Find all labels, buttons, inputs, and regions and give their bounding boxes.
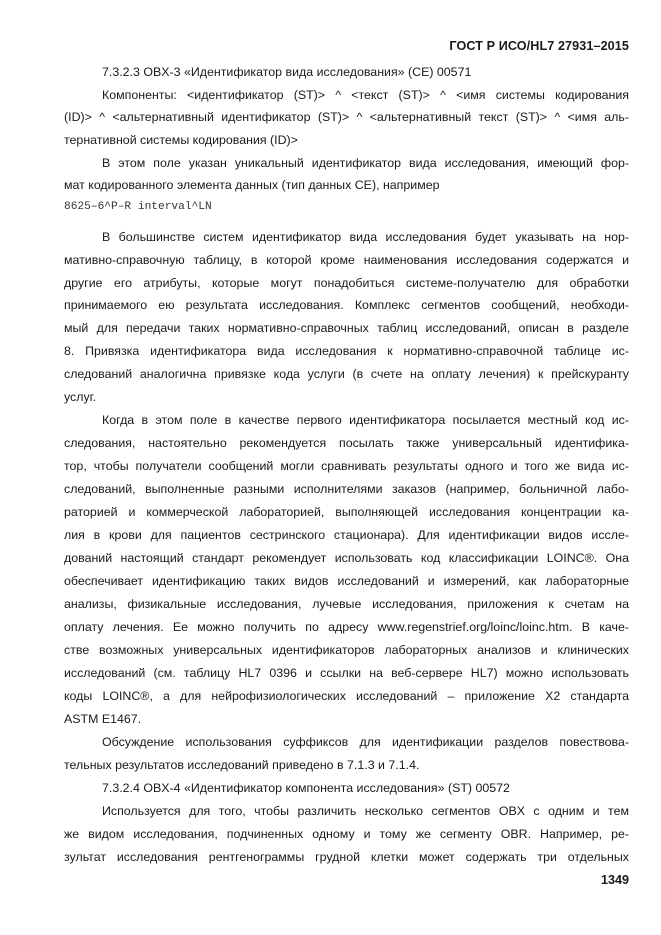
text-line: коды LOINC®, а для нейрофизиологических исследований – приложение X2 стандарта [64, 689, 629, 703]
text-line: Используется для того, чтобы различить несколько сегментов OBX с одним и тем [102, 804, 629, 818]
text-line: же видом исследования, подчиненных одному и тому же сегменту OBR. Например, ре- [64, 827, 629, 841]
text-line: Обсуждение использования суффиксов для идентификации разделов повествова- [102, 735, 629, 749]
text-line: тельных результатов исследований приведено в 7.1.3 и 7.1.4. [64, 758, 420, 772]
section-heading: 7.3.2.4 OBX-4 «Идентификатор компонента исследования» (ST) 00572 [102, 781, 510, 795]
text-line: дований настоящий стандарт рекомендует использовать код классификации LOINC®. Она [64, 551, 629, 565]
text-line: мат кодированного элемента данных (тип данных CE), например [64, 178, 440, 192]
text-line: оплату лечения. Ее можно получить по адресу www.regenstrief.org/loinc/loinc.htm. В каче- [64, 620, 629, 634]
text-line: анализы, физикальные исследования, лучевые исследования, приложения к счетам на [64, 597, 629, 611]
text-line: тернативной системы кодирования (ID)> [64, 133, 298, 147]
text-line: В большинстве систем идентификатор вида исследования будет указывать на нор- [102, 230, 629, 244]
text-line: принимаемого ею результата исследования. Комплекс сегментов сообщений, необходи- [64, 298, 629, 312]
text-line: Когда в этом поле в качестве первого идентификатора посылается местный код ис- [102, 413, 629, 427]
text-line: 8. Привязка идентификатора вида исследования к нормативно-справочной таблице ис- [64, 344, 629, 358]
text-line: Компоненты: <идентификатор (ST)> ^ <текст (ST)> ^ <имя системы кодирования [102, 88, 629, 102]
page-number: 1349 [600, 873, 629, 887]
text-line: следований аналогична привязке кода услуги (в счете на оплату лечения) к прейскуранту [64, 367, 629, 381]
text-line: лия в крови для пациентов сестринского стационара). Для идентификации видов иссле- [64, 528, 629, 542]
text-line: ASTM E1467. [64, 712, 142, 726]
text-line: обеспечивает идентификацию таких видов исследований и измерений, как лабораторные [64, 574, 629, 588]
section-heading: 7.3.2.3 OBX-3 «Идентификатор вида исследования» (CE) 00571 [102, 65, 472, 79]
text-line: раторией и коммерческой лабораторией, выполняющей исследования концентрации ка- [64, 505, 629, 519]
text-line: мативно-справочную таблицу, в которой кроме наименования исследования содержатся и [64, 253, 629, 267]
text-line: стве возможных универсальных идентификаторов лабораторных анализов и клинических [64, 643, 629, 657]
text-line: другие его атрибуты, которые могут понадобиться системе-получателю для обработки [64, 276, 629, 290]
text-line: услуг. [64, 390, 97, 404]
text-line: следований, выполненные разными исполнителями заказов (например, больничной лабо- [64, 482, 629, 496]
text-line: следования, настоятельно рекомендуется посылать также универсальный идентифика- [64, 436, 629, 450]
text-line: (ID)> ^ <альтернативный идентификатор (ST)> ^ <альтернативный текст (ST)> ^ <имя аль- [64, 110, 629, 124]
code-example: 8625–6^P–R interval^LN [64, 201, 212, 213]
text-line: В этом поле указан уникальный идентификатор вида исследования, имеющий фор- [102, 156, 629, 170]
text-line: тор, чтобы получатели сообщений могли сравнивать результаты одного и того же вида ис- [64, 459, 629, 473]
text-line: зультат исследования рентгенограммы грудной клетки может содержать три отдельных [64, 850, 629, 864]
document-header: ГОСТ Р ИСО/HL7 27931–2015 [449, 39, 629, 53]
text-line: исследований (см. таблицу HL7 0396 и ссылки на веб-сервере HL7) можно использовать [64, 666, 629, 680]
text-line: мый для передачи таких нормативно-справочных таблиц исследований, описан в разделе [64, 321, 629, 335]
